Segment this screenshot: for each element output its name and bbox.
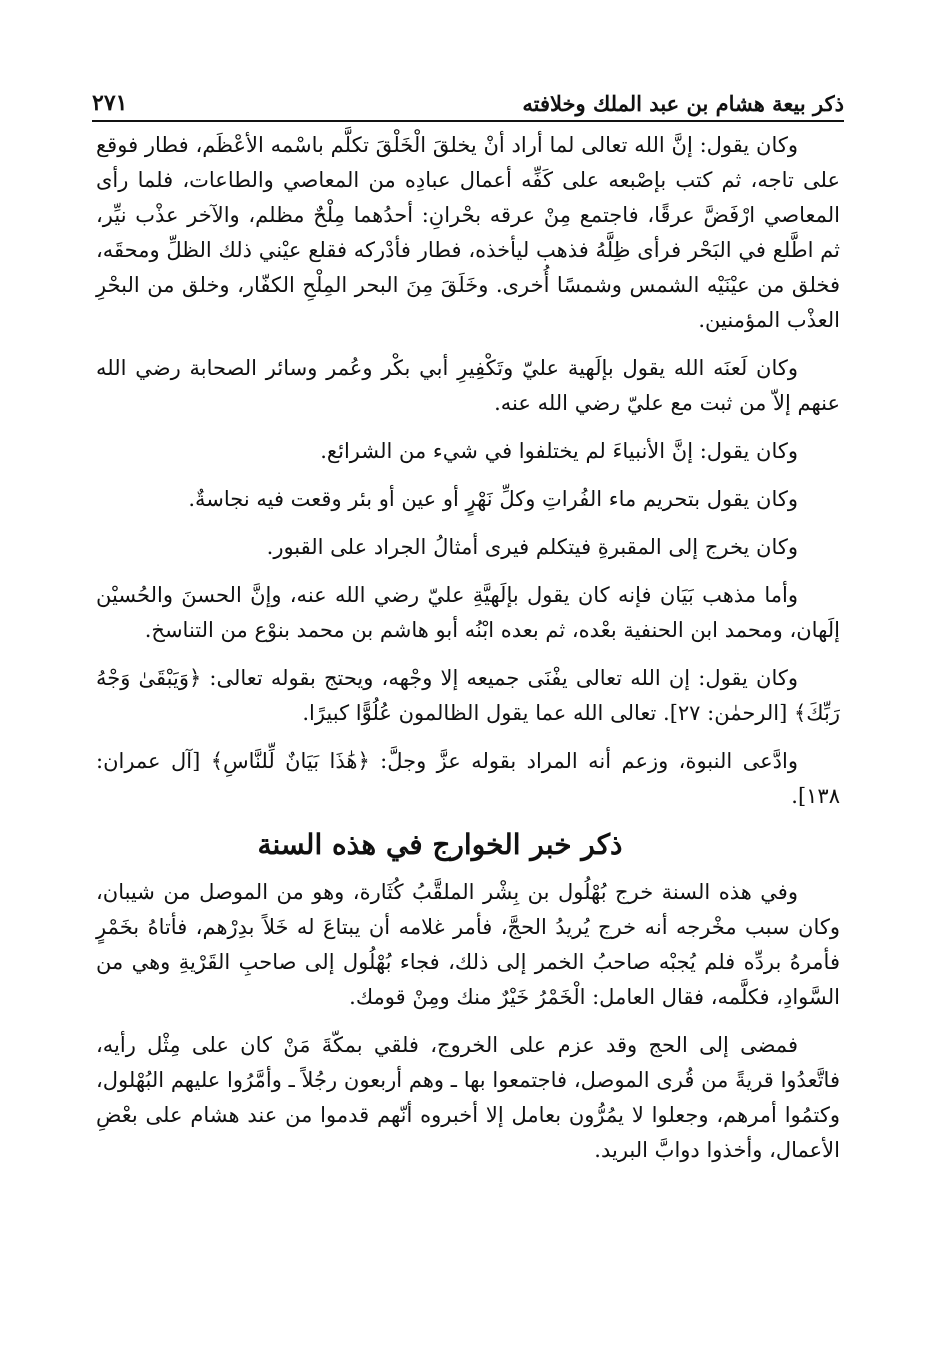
paragraph: وادَّعى النبوة، وزعم أنه المراد بقوله عزَّ وجلَّ: ﴿هَٰذَا بَيَانٌ لِّلنَّاسِ﴾ [آل عمران: ١٣٨]. [96, 749, 840, 808]
paragraph: وأما مذهب بَيَان فإنه كان يقول بإلَهيَّةِ عليّ رضي الله عنه، وإنَّ الحسنَ والحُسيْن إلَهان، ومحمد ابن الحنفية بعْده، ثم بعده ابْنُه أبو هاشم بن محمد بنوْع من التناسخ. [96, 583, 840, 642]
page-header [92, 78, 844, 122]
paragraph: وفي هذه السنة خرج بُهْلُول بن بِشْر الملقَّبُ كُثَارة، وهو من الموصل من شيبان، وكان سبب مخْرجه أنه خرج يُريدُ الحجَّ، فأمر غلامه أن يبتاعَ له خَلاً بدِرْهم، فأتاهُ بخَمْرٍ فأمرهُ بردِّه فلم يُجبْه صاحبُ الخمر إلى ذلك، فجاء بُهْلُول إلى صاحبِ القَرْيةِ وهي من السَّوادِ، فكلَّمه، فقال العامل: الْخَمْرُ خَيْرٌ منك ومِنْ قومك. [96, 880, 840, 1009]
paragraph: وكان يقول: إنَّ الأنبياءَ لم يختلفوا في شيء من الشرائع. [320, 439, 798, 463]
paragraph: وكان يقول: إنَّ الله تعالى لما أراد أنْ يخلقَ الْخَلْقَ تكلَّم باسْمه الأعْظَم، فطار فوقع على تاجه، ثم كتب بإصْبعه على كَفِّه أعمال عبادِه من المعاصي والطاعات، فلما رأى المعاصي ارْفَضَّ عرقًا، فاجتمع مِنْ عرقه بحْرانِ: أحدُهما مِلْحٌ مظلم، والآخر عذْب نيِّر، ثم اطَّلع في البَحْر فرأى ظِلَّهُ فذهب ليأخذه، فطار فأدْركه فقلع عيْني ذلك الظلِّ ومحقَه، فخلق من عيْنَيْه الشمس وشمسًا أُخرى. وخَلَقَ مِنَ البحر المِلْحِ الكفّار، وخلق من البحْرِ العذْب المؤمنين. [96, 133, 840, 332]
paragraph: وكان يقول بتحريم ماء الفُراتِ وكلِّ نَهْرٍ أو عين أو بئر وقعت فيه نجاسةٌ. [188, 487, 798, 511]
page-body [96, 128, 840, 1181]
paragraph: وكان يقول: إن الله تعالى يفْنَى جميعه إلا وجْهه، ويحتج بقوله تعالى: ﴿وَيَبْقَىٰ وَجْهُ رَبِّكَ﴾ [الرحمٰن: ٢٧]. تعالى الله عما يقول الظالمون عُلُوًّا كبيرًا. [96, 666, 840, 725]
paragraph: وكان يخرج إلى المقبرةِ فيتكلم فيرى أمثالُ الجراد على القبور. [266, 535, 798, 559]
running-title: ذكر بيعة هشام بن عبد الملك وخلافته [522, 91, 844, 116]
page-number: ٢٧١ [92, 90, 128, 116]
paragraph: فمضى إلى الحج وقد عزم على الخروج، فلقي بمكّةَ مَنْ كان على مِثْل رأيه، فاتَّعدُوا قريةً من قُرى الموصل، فاجتمعوا بها ـ وهم أربعون رجُلاً ـ وأمَّرُوا عليهم البُهْلول، وكتمُوا أمرهم، وجعلوا لا يمُرُّون بعامل إلا أخبروه أنّهم قدموا من عند هشام على بعْضِ الأعمال، وأخذوا دوابَّ البريد. [96, 1033, 840, 1162]
section-body [96, 875, 840, 1168]
section-heading: ذكر خبر الخوارج في هذه السنة [257, 828, 623, 861]
paragraph: وكان لَعنَه الله يقول بإلَهية عليّ وتَكْفِيرِ أبي بكْر وعُمر وسائر الصحابة رضي الله عنهم إلاّ من ثبت مع عليّ رضي الله عنه. [96, 356, 840, 415]
